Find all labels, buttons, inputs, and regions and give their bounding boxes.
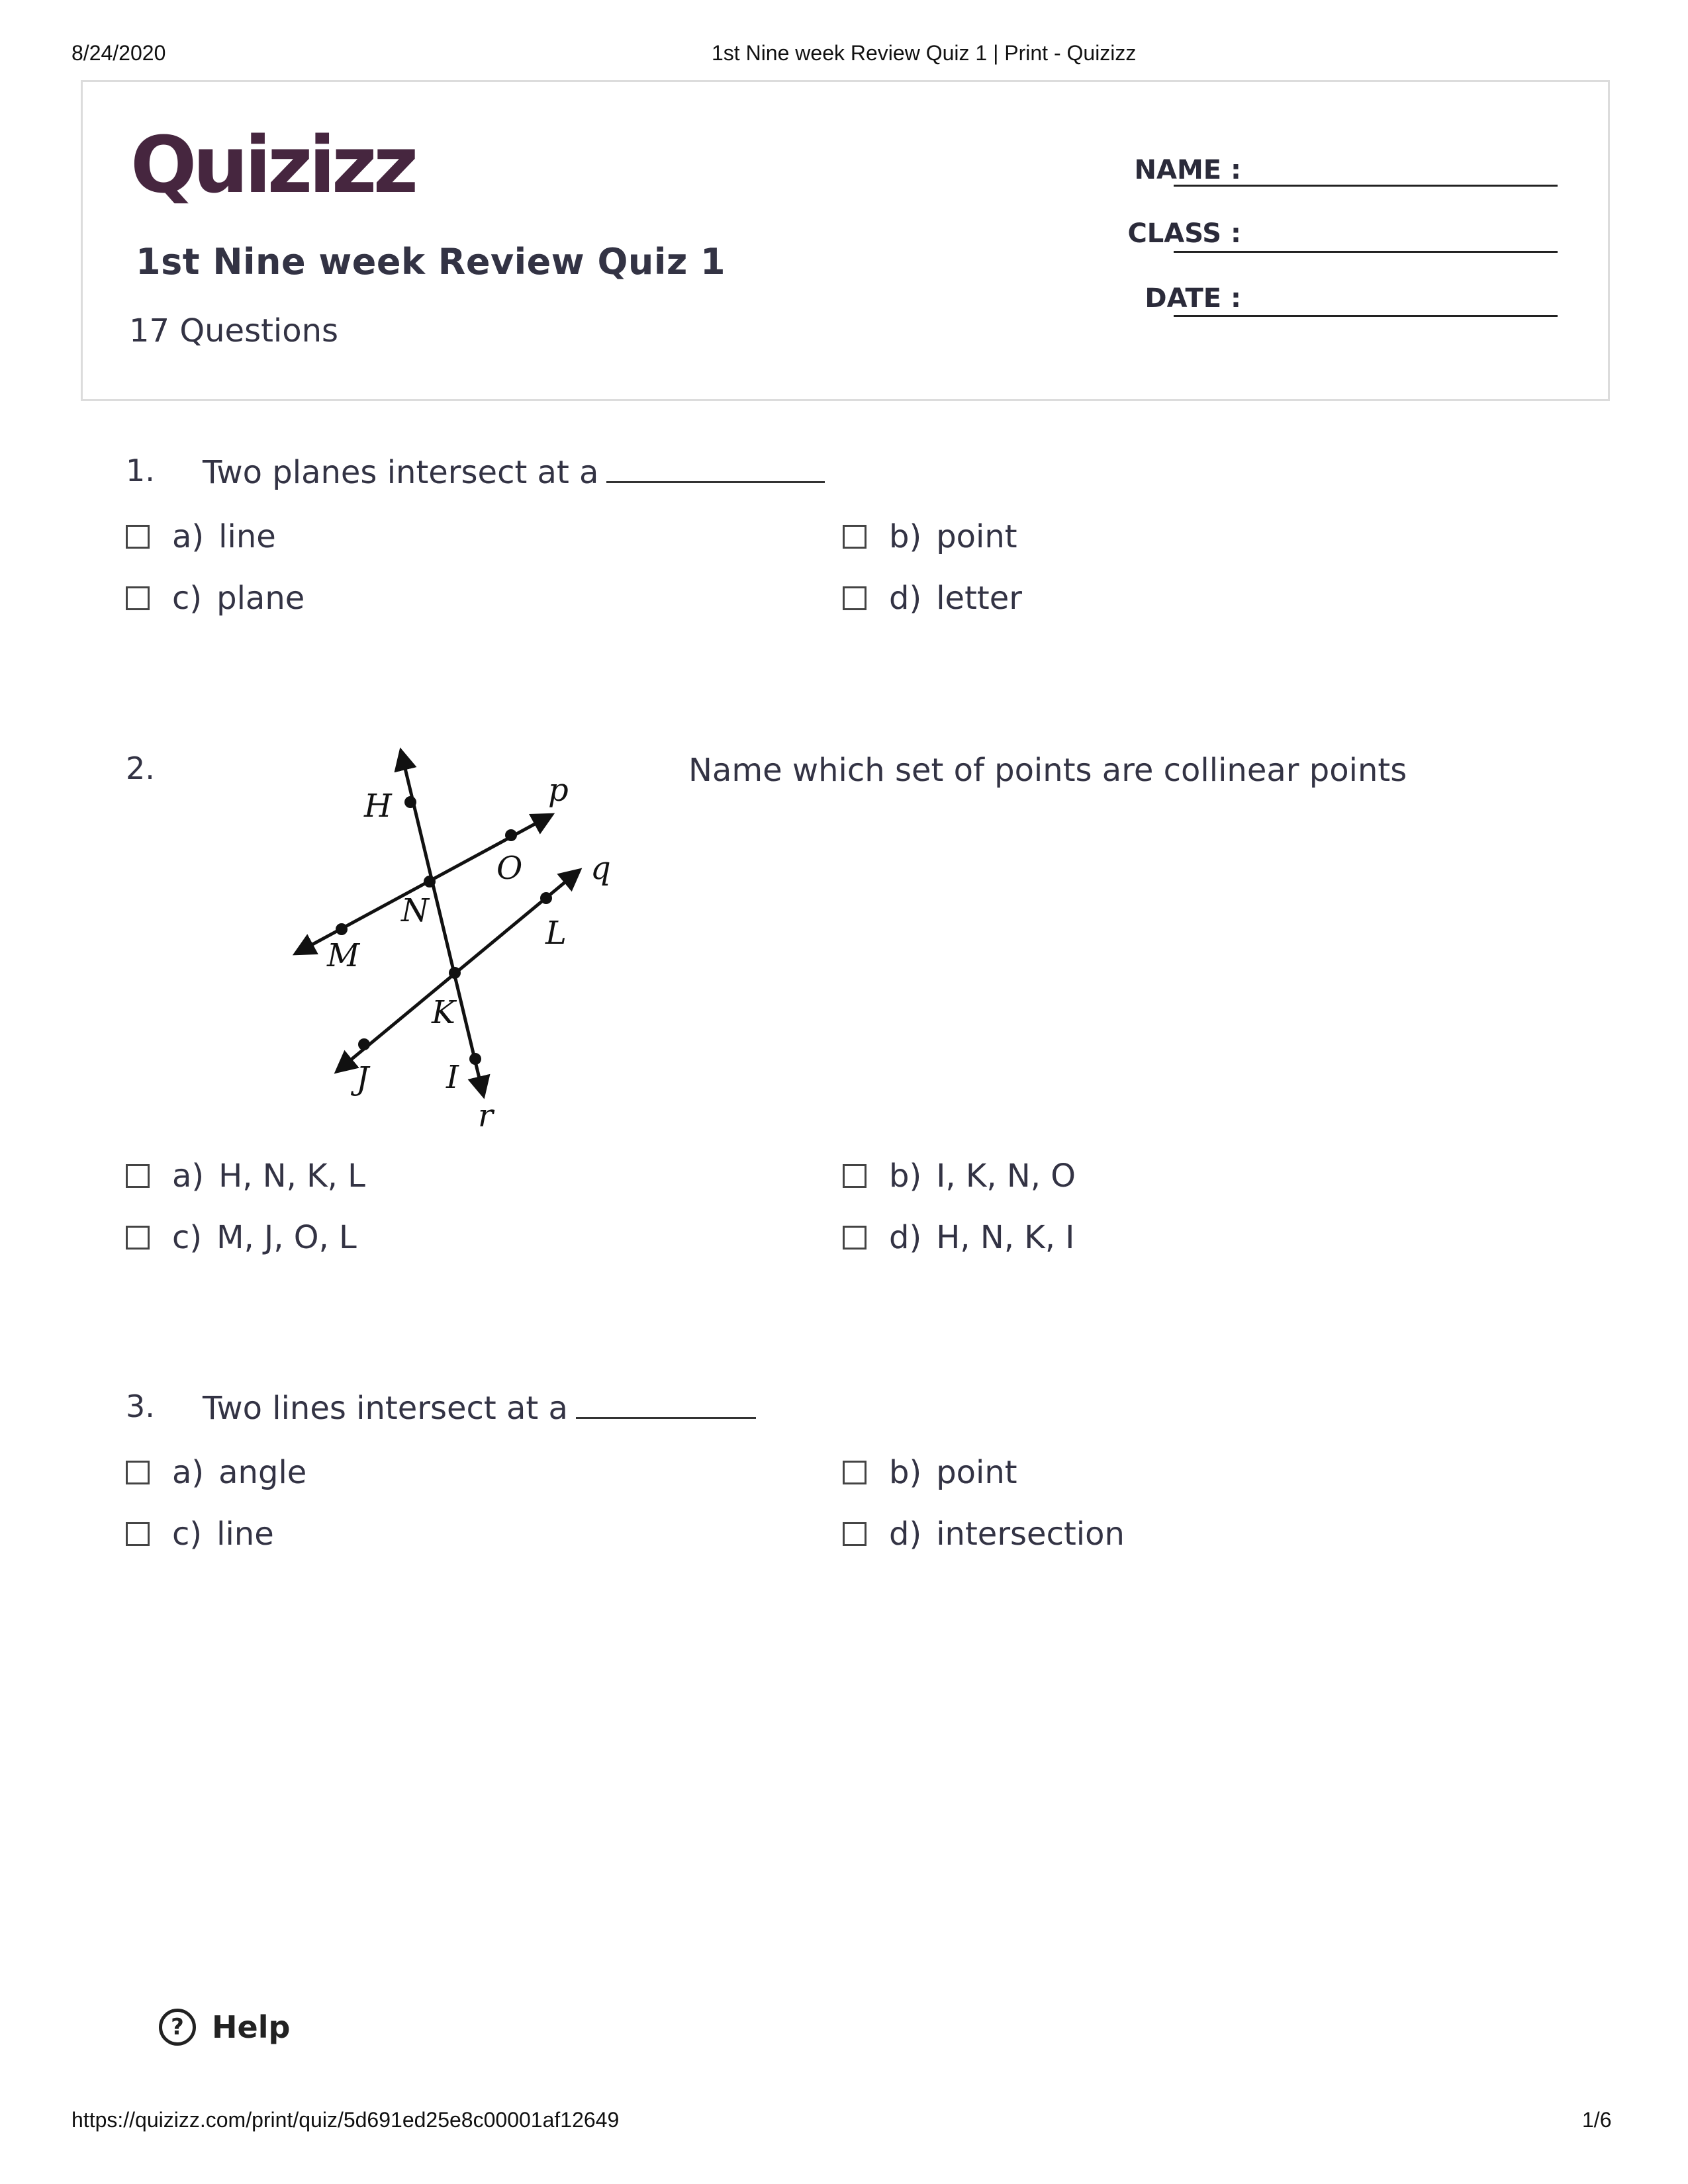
label-n: N — [401, 892, 429, 929]
option-letter: c) — [172, 580, 203, 617]
option-c[interactable] — [126, 1516, 274, 1553]
help-link[interactable] — [159, 2009, 290, 2046]
quizizz-logo — [128, 124, 445, 214]
option-text: intersection — [936, 1516, 1125, 1553]
logo-wordmark: Quizizz — [130, 124, 415, 210]
point-j — [358, 1038, 370, 1050]
label-r: r — [478, 1097, 493, 1132]
name-label: NAME : — [1134, 155, 1241, 185]
checkbox[interactable] — [843, 1226, 867, 1250]
option-c[interactable] — [126, 1219, 357, 1256]
print-page-title: 1st Nine week Review Quiz 1 | Print - Quizizz — [712, 41, 1137, 65]
option-letter: d) — [889, 580, 922, 617]
checkbox[interactable] — [126, 1461, 150, 1484]
option-letter: c) — [172, 1516, 203, 1553]
option-letter: d) — [889, 1219, 922, 1256]
option-c[interactable] — [126, 580, 305, 617]
option-text: letter — [936, 580, 1022, 617]
checkbox[interactable] — [126, 1164, 150, 1188]
option-letter: b) — [889, 518, 922, 555]
checkbox[interactable] — [126, 1226, 150, 1250]
label-m: M — [327, 937, 360, 974]
point-i — [469, 1053, 481, 1065]
question-count: 17 Questions — [129, 312, 339, 349]
option-b[interactable] — [843, 1454, 1017, 1491]
label-o: O — [496, 850, 523, 887]
option-text: line — [216, 1516, 274, 1553]
option-a[interactable] — [126, 518, 276, 555]
point-l — [540, 892, 552, 904]
option-text: plane — [216, 580, 305, 617]
answer-blank — [606, 481, 825, 483]
option-letter: d) — [889, 1516, 922, 1553]
help-label: Help — [212, 2009, 291, 2045]
option-letter: c) — [172, 1219, 203, 1256]
option-a[interactable] — [126, 1158, 365, 1195]
label-h: H — [364, 788, 392, 825]
print-date: 8/24/2020 — [71, 41, 166, 65]
option-text: angle — [218, 1454, 307, 1491]
date-field[interactable] — [1174, 315, 1558, 317]
option-letter: a) — [172, 1454, 205, 1491]
option-text: point — [936, 1454, 1017, 1491]
question-text-body: Two lines intersect at a — [203, 1390, 568, 1427]
option-text: H, N, K, I — [936, 1219, 1075, 1256]
question-number: 1. — [126, 453, 155, 488]
option-letter: a) — [172, 1158, 205, 1195]
label-k: K — [432, 994, 455, 1031]
option-letter: b) — [889, 1454, 922, 1491]
question-number: 2. — [126, 751, 155, 786]
point-n — [424, 876, 436, 887]
option-text: line — [218, 518, 276, 555]
quiz-header-card — [81, 80, 1610, 401]
collinear-points-figure — [278, 741, 635, 1135]
option-text: I, K, N, O — [936, 1158, 1076, 1195]
label-q: q — [590, 850, 611, 887]
option-d[interactable] — [843, 1516, 1125, 1553]
checkbox[interactable] — [126, 586, 150, 610]
option-text: H, N, K, L — [218, 1158, 365, 1195]
checkbox[interactable] — [843, 525, 867, 549]
option-text: M, J, O, L — [216, 1219, 357, 1256]
point-m — [336, 923, 348, 935]
question-text-body: Two planes intersect at a — [203, 454, 599, 491]
option-b[interactable] — [843, 518, 1017, 555]
checkbox[interactable] — [126, 1522, 150, 1546]
label-p: p — [548, 772, 569, 809]
option-d[interactable] — [843, 1219, 1074, 1256]
checkbox[interactable] — [843, 586, 867, 610]
question-circle-icon: ? — [159, 2009, 196, 2046]
option-letter: a) — [172, 518, 205, 555]
question-text — [203, 1390, 756, 1427]
question-number: 3. — [126, 1388, 155, 1424]
name-field[interactable] — [1174, 185, 1558, 187]
point-k — [449, 967, 461, 979]
question-text — [203, 454, 825, 491]
date-label: DATE : — [1145, 283, 1241, 314]
label-i: I — [446, 1059, 459, 1096]
option-d[interactable] — [843, 580, 1022, 617]
option-letter: b) — [889, 1158, 922, 1195]
label-j: J — [356, 1060, 369, 1097]
quiz-title: 1st Nine week Review Quiz 1 — [136, 241, 726, 283]
point-o — [505, 829, 517, 841]
print-url: https://quizizz.com/print/quiz/5d691ed25e8c00001af12649 — [71, 2108, 620, 2132]
checkbox[interactable] — [843, 1461, 867, 1484]
option-a[interactable] — [126, 1454, 306, 1491]
option-b[interactable] — [843, 1158, 1076, 1195]
option-text: point — [936, 518, 1017, 555]
checkbox[interactable] — [843, 1164, 867, 1188]
class-field[interactable] — [1174, 251, 1558, 253]
point-h — [404, 796, 416, 808]
class-label: CLASS : — [1127, 218, 1241, 249]
print-page-number: 1/6 — [1582, 2108, 1612, 2132]
answer-blank — [576, 1417, 756, 1419]
checkbox[interactable] — [843, 1522, 867, 1546]
checkbox[interactable] — [126, 525, 150, 549]
question-text: Name which set of points are collinear points — [688, 752, 1407, 789]
label-l: L — [545, 915, 567, 952]
